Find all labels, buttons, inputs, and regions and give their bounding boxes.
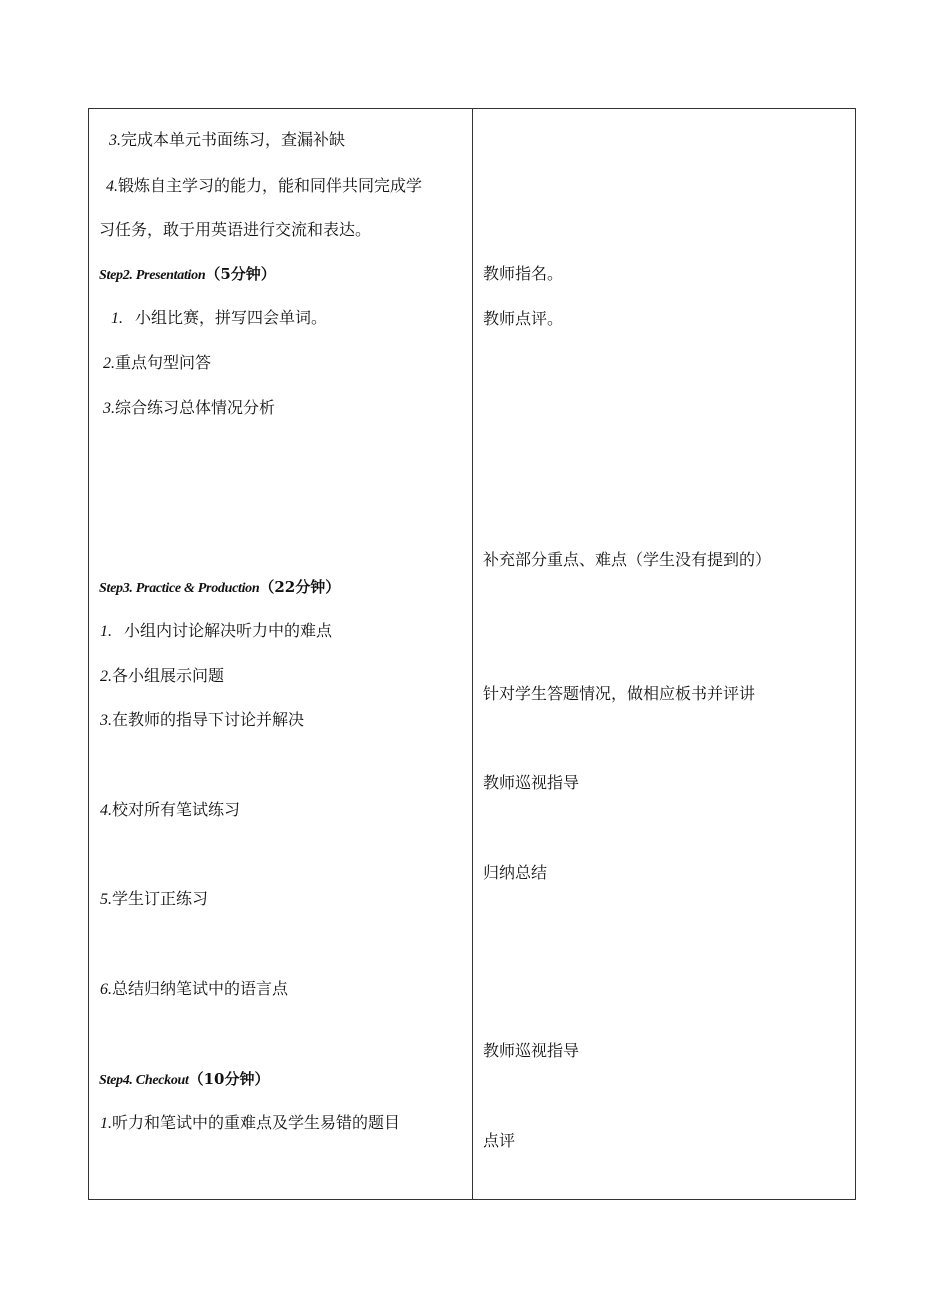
left-item-3 [109, 130, 345, 151]
step3-item-5 [100, 889, 208, 910]
item-text: 重点句型问答 [115, 353, 212, 372]
item-text: 听力和笔试中的重难点及学生易错的题目 [112, 1113, 401, 1132]
step3-item-4 [100, 800, 240, 821]
item-number: 3. [109, 132, 121, 149]
item-text: 综合练习总体情况分析 [115, 398, 276, 417]
right-note-2: 教师点评。 [483, 309, 564, 328]
item-number: 1. [100, 1115, 112, 1132]
step-duration: （22分钟） [259, 578, 341, 596]
right-note-5: 教师巡视指导 [483, 773, 580, 792]
item-number: 2. [103, 355, 115, 372]
item-text: 总结归纳笔试中的语言点 [112, 979, 289, 998]
right-note-8: 点评 [483, 1131, 516, 1150]
item-text: 锻炼自主学习的能力，能和同伴共同完成学 [118, 176, 423, 195]
right-note-6: 归纳总结 [483, 863, 548, 882]
step-title: Step2. Presentation [99, 268, 206, 283]
lesson-plan-table [88, 108, 856, 1200]
step2-item-3 [103, 398, 275, 419]
step3-heading [99, 577, 340, 599]
step4-item-1 [100, 1113, 400, 1134]
step-duration: （5分钟） [205, 265, 276, 283]
item-number: 2. [100, 668, 112, 685]
item-number: 3. [100, 712, 112, 729]
step-duration: （10分钟） [188, 1070, 270, 1088]
column-divider [472, 109, 473, 1199]
item-text: 完成本单元书面练习，查漏补缺 [121, 130, 346, 149]
step2-heading [99, 264, 276, 286]
item-number: 3. [103, 400, 115, 417]
item-text: 校对所有笔试练习 [112, 800, 241, 819]
item-text: 小组内讨论解决听力中的难点 [124, 621, 333, 640]
item-number: 1. [100, 623, 112, 640]
left-item-4-continued: 习任务，敢于用英语进行交流和表达。 [99, 220, 372, 239]
item-text: 小组比赛，拼写四会单词。 [135, 308, 328, 327]
item-number: 4. [106, 178, 118, 195]
item-number: 5. [100, 891, 112, 908]
left-item-4 [106, 176, 422, 197]
step2-item-1 [111, 308, 327, 329]
step2-item-2 [103, 353, 211, 374]
right-note-1: 教师指名。 [483, 264, 564, 283]
item-text: 各小组展示问题 [112, 666, 225, 685]
right-note-4: 针对学生答题情况，做相应板书并评讲 [483, 684, 756, 703]
item-number: 6. [100, 981, 112, 998]
item-number: 1. [111, 310, 123, 327]
right-note-3: 补充部分重点、难点（学生没有提到的） [483, 550, 772, 569]
step3-item-2 [100, 666, 224, 687]
step-title: Step4. Checkout [99, 1073, 189, 1088]
step3-item-3 [100, 710, 304, 731]
item-number: 4. [100, 802, 112, 819]
right-note-7: 教师巡视指导 [483, 1041, 580, 1060]
step3-item-1 [100, 621, 332, 642]
step3-item-6 [100, 979, 288, 1000]
step-title: Step3. Practice & Production [99, 581, 260, 596]
item-text: 学生订正练习 [112, 889, 209, 908]
item-text: 在教师的指导下讨论并解决 [112, 710, 305, 729]
step4-heading [99, 1069, 270, 1091]
